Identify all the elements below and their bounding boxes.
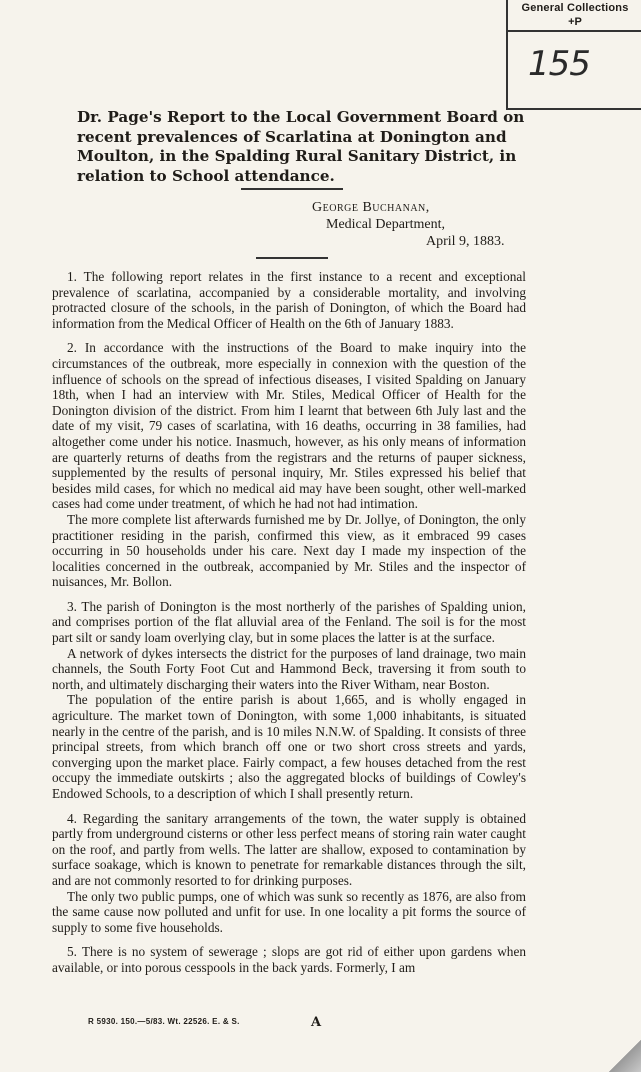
paragraph-2: 2. In accordance with the instructions of the Board to make inquiry into the circumstances of the outbreak, more especially in connexion with the question of the influence of schools on the spread of infectious diseases, I visited Spalding on January 18th, when I had an interview with Mr. Stiles, Medical Officer of Health for the Donington division of the district. From him I learnt that between 6th July last and the date of my visit, 79 cases of scarlatina, with 16 deaths, occurring in 38 families, had altogether come under his notice. Inasmuch, however, as his only means of information are quarterly returns of deaths from the registrars and the returns of pauper sickness, supplemented by the results of personal inquiry, Mr. Stiles expressed his belief that besides mild cases, for which no medical aid may have been sought, other well-marked cases had come under treatment, of which he had not had intimation.: [52, 340, 526, 512]
paragraph-2-continued: The more complete list afterwards furnished me by Dr. Jollye, of Donington, the only practitioner residing in the parish, confirmed this view, as it embraced 99 cases occurring in 50 households under his care. Next day I made my inspection of the localities concerned in the outbreak, accompanied by Mr. Stiles and the inspector of nuisances, Mr. Bollon.: [52, 511, 526, 590]
stamp-shelfmark: +P: [568, 16, 582, 28]
stamp-header: [508, 0, 641, 32]
report-date: April 9, 1883.: [426, 234, 505, 249]
body-divider: [256, 257, 328, 259]
paragraph-4-pumps: The only two public pumps, one of which was sunk so recently as 1876, are also from the same cause now polluted and unfit for use. In one locality a pit forms the source of supply to some five households.: [52, 888, 526, 935]
paragraph-5: 5. There is no system of sewerage ; slops are got rid of either upon gardens when available, or into porous cesspools in the back yards. Formerly, I am: [52, 944, 526, 975]
report-body: [52, 269, 526, 976]
stamp-handwritten-number: 155: [528, 44, 590, 84]
author-department: Medical Department,: [326, 217, 445, 232]
report-title: Dr. Page's Report to the Local Government Board on recent prevalences of Scarlatina at Donington and Moulton, in the Spalding Rural Sanitary District, in relation to School attendance.: [77, 108, 525, 185]
stamp-collection-label: General Collections: [521, 2, 629, 14]
title-divider: [241, 188, 343, 190]
printer-imprint: R 5930. 150.—5/83. Wt. 22526. E. & S.: [88, 1017, 240, 1026]
signature-mark: A: [311, 1015, 322, 1030]
paragraph-1: 1. The following report relates in the first instance to a recent and exceptional prevalence of scarlatina, accompanied by a considerable mortality, and involving protracted closure of the schools, in the parish of Donington, of which the Board had information from the Medical Officer of Health on the 6th of January 1883.: [52, 269, 526, 331]
author-block: [312, 199, 542, 250]
author-name: George Buchanan,: [312, 200, 430, 215]
library-stamp: [506, 0, 641, 110]
paragraph-3: 3. The parish of Donington is the most northerly of the parishes of Spalding union, and comprises portion of the flat alluvial area of the Fenland. The soil is for the most part silt or sandy loam overlying clay, but in some places the latter is at the surface.: [52, 598, 526, 646]
paragraph-3-drainage: A network of dykes intersects the district for the purposes of land drainage, two main channels, the South Forty Foot Cut and Hammond Beck, traversing it from south to north, and ultimately discharging their waters into the River Witham, near Boston.: [52, 645, 526, 692]
paragraph-4: 4. Regarding the sanitary arrangements of the town, the water supply is obtained partly from underground cisterns or other less perfect means of storing rain water caught on the roof, and partly from wells. The latter are shallow, exposed to contamination by surface soakage, which is known to penetrate for remarkable distances through the silt, and are not commonly resorted to for drinking purposes.: [52, 810, 526, 888]
paragraph-3-population: The population of the entire parish is about 1,665, and is wholly engaged in agriculture. The market town of Donington, with some 1,000 inhabitants, is situated nearly in the centre of the parish, and is 10 miles N.N.W. of Spalding. It consists of three principal streets, from which branch off one or two short cross streets and yards, converging upon the market place. Fairly compact, a few houses detached from the rest occupy the immediate outskirts ; also the aggregated blocks of buildings of Cowley's Endowed Schools, to a description of which I shall presently return.: [52, 692, 526, 801]
page-curl-corner: [601, 1032, 641, 1072]
